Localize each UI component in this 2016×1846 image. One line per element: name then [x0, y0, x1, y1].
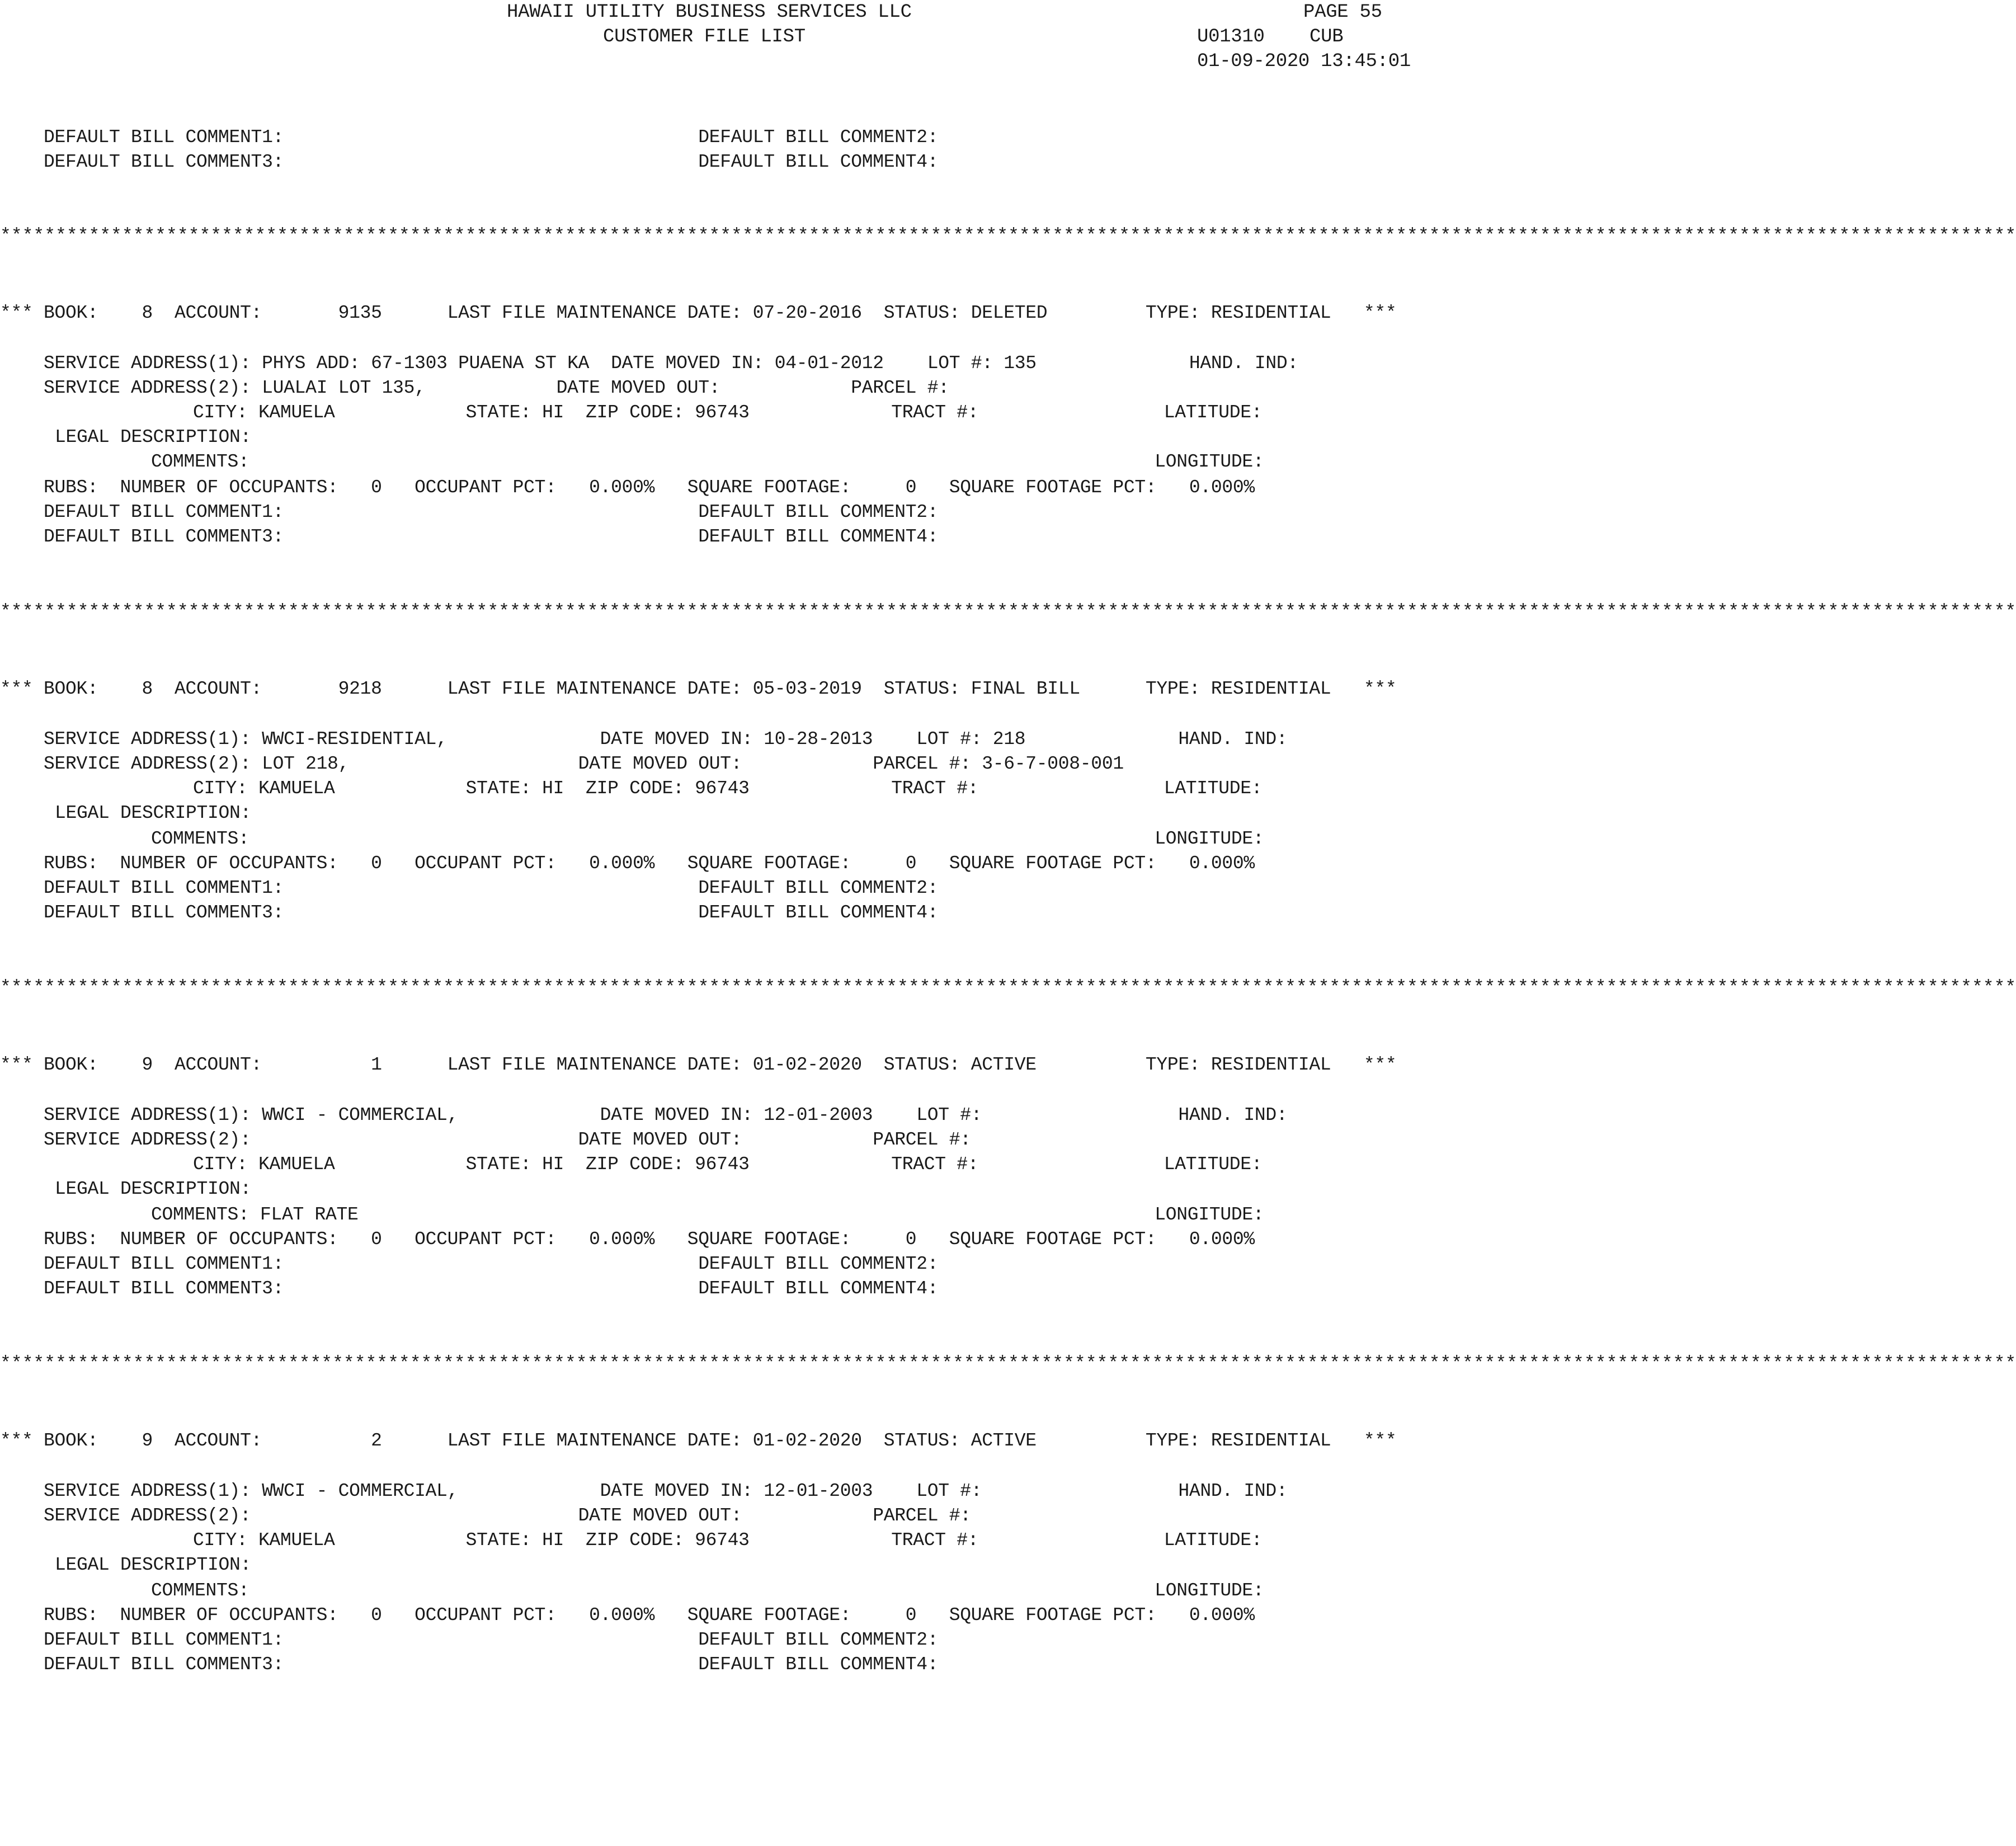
service-address-2-row: SERVICE ADDRESS(2): LUALAI LOT 135, DATE MOVED OUT: PARCEL #: — [44, 378, 949, 398]
record-title-row: *** BOOK: 9 ACCOUNT: 1 LAST FILE MAINTENANCE DATE: 01-02-2020 STATUS: ACTIVE TYPE: RESIDENTIAL *** — [0, 1054, 1397, 1075]
record-separator: ************************************************************************************************************************************************************************************** — [0, 225, 2016, 246]
report-datetime: 01-09-2020 13:45:01 — [1197, 51, 1411, 72]
city-row: CITY: KAMUELA STATE: HI ZIP CODE: 96743 TRACT #: LATITUDE: — [193, 778, 1263, 799]
legal-description-row: LEGAL DESCRIPTION: — [55, 1179, 252, 1199]
service-address-2-row: SERVICE ADDRESS(2): DATE MOVED OUT: PARCEL #: — [44, 1505, 971, 1526]
city-row: CITY: KAMUELA STATE: HI ZIP CODE: 96743 TRACT #: LATITUDE: — [193, 402, 1263, 423]
comments-row: COMMENTS: LONGITUDE: — [151, 1580, 1264, 1601]
service-address-1-row: SERVICE ADDRESS(1): WWCI - COMMERCIAL, DATE MOVED IN: 12-01-2003 LOT #: HAND. IND: — [44, 1481, 1288, 1501]
service-address-2-row: SERVICE ADDRESS(2): LOT 218, DATE MOVED OUT: PARCEL #: 3-6-7-008-001 — [44, 754, 1124, 774]
report-title: CUSTOMER FILE LIST — [603, 26, 806, 48]
default-bill-comments-row-2: DEFAULT BILL COMMENT3: DEFAULT BILL COMMENT4: — [44, 1278, 939, 1299]
legal-description-row: LEGAL DESCRIPTION: — [55, 803, 252, 823]
default-bill-comments-row-1: DEFAULT BILL COMMENT1: DEFAULT BILL COMMENT2: — [44, 1630, 939, 1650]
company-name: HAWAII UTILITY BUSINESS SERVICES LLC — [507, 2, 912, 23]
service-address-2-row: SERVICE ADDRESS(2): DATE MOVED OUT: PARCEL #: — [44, 1129, 971, 1150]
legal-description-row: LEGAL DESCRIPTION: — [55, 1555, 252, 1575]
record-title-row: *** BOOK: 8 ACCOUNT: 9135 LAST FILE MAINTENANCE DATE: 07-20-2016 STATUS: DELETED TYPE: RESIDENTIAL *** — [0, 303, 1397, 323]
default-bill-comments-row-2: DEFAULT BILL COMMENT3: DEFAULT BILL COMMENT4: — [44, 1654, 939, 1675]
service-address-1-row: SERVICE ADDRESS(1): PHYS ADD: 67-1303 PUAENA ST KA DATE MOVED IN: 04-01-2012 LOT #: 135 HAND. IND: — [44, 353, 1298, 374]
default-bill-comments-row-1: DEFAULT BILL COMMENT1: DEFAULT BILL COMMENT2: — [44, 502, 939, 522]
record-separator: ************************************************************************************************************************************************************************************** — [0, 1353, 2016, 1374]
default-bill-comments-row-1: DEFAULT BILL COMMENT1: DEFAULT BILL COMMENT2: — [44, 878, 939, 898]
city-row: CITY: KAMUELA STATE: HI ZIP CODE: 96743 TRACT #: LATITUDE: — [193, 1154, 1263, 1175]
rubs-row: RUBS: NUMBER OF OCCUPANTS: 0 OCCUPANT PCT: 0.000% SQUARE FOOTAGE: 0 SQUARE FOOTAGE PCT: 0.000% — [44, 1605, 1255, 1626]
record-title-row: *** BOOK: 8 ACCOUNT: 9218 LAST FILE MAINTENANCE DATE: 05-03-2019 STATUS: FINAL BILL TYPE: RESIDENTIAL *** — [0, 679, 1397, 699]
carryover-comments-row-1: DEFAULT BILL COMMENT1: DEFAULT BILL COMMENT2: — [44, 127, 939, 148]
comments-row: COMMENTS: FLAT RATE LONGITUDE: — [151, 1204, 1264, 1225]
city-row: CITY: KAMUELA STATE: HI ZIP CODE: 96743 TRACT #: LATITUDE: — [193, 1530, 1263, 1551]
default-bill-comments-row-2: DEFAULT BILL COMMENT3: DEFAULT BILL COMMENT4: — [44, 526, 939, 547]
default-bill-comments-row-2: DEFAULT BILL COMMENT3: DEFAULT BILL COMMENT4: — [44, 902, 939, 923]
service-address-1-row: SERVICE ADDRESS(1): WWCI-RESIDENTIAL, DATE MOVED IN: 10-28-2013 LOT #: 218 HAND. IND: — [44, 729, 1288, 750]
rubs-row: RUBS: NUMBER OF OCCUPANTS: 0 OCCUPANT PCT: 0.000% SQUARE FOOTAGE: 0 SQUARE FOOTAGE PCT: 0.000% — [44, 1229, 1255, 1250]
rubs-row: RUBS: NUMBER OF OCCUPANTS: 0 OCCUPANT PCT: 0.000% SQUARE FOOTAGE: 0 SQUARE FOOTAGE PCT: 0.000% — [44, 477, 1255, 498]
report-id: U01310 CUB — [1197, 26, 1344, 48]
carryover-comments-row-2: DEFAULT BILL COMMENT3: DEFAULT BILL COMMENT4: — [44, 152, 939, 172]
record-separator: ************************************************************************************************************************************************************************************** — [0, 977, 2016, 998]
rubs-row: RUBS: NUMBER OF OCCUPANTS: 0 OCCUPANT PCT: 0.000% SQUARE FOOTAGE: 0 SQUARE FOOTAGE PCT: 0.000% — [44, 853, 1255, 874]
comments-row: COMMENTS: LONGITUDE: — [151, 828, 1264, 849]
record-separator: ************************************************************************************************************************************************************************************** — [0, 601, 2016, 622]
record-title-row: *** BOOK: 9 ACCOUNT: 2 LAST FILE MAINTENANCE DATE: 01-02-2020 STATUS: ACTIVE TYPE: RESIDENTIAL *** — [0, 1430, 1397, 1451]
service-address-1-row: SERVICE ADDRESS(1): WWCI - COMMERCIAL, DATE MOVED IN: 12-01-2003 LOT #: HAND. IND: — [44, 1105, 1288, 1126]
legal-description-row: LEGAL DESCRIPTION: — [55, 427, 252, 448]
page-number: PAGE 55 — [1303, 2, 1382, 23]
default-bill-comments-row-1: DEFAULT BILL COMMENT1: DEFAULT BILL COMMENT2: — [44, 1254, 939, 1274]
comments-row: COMMENTS: LONGITUDE: — [151, 451, 1264, 472]
